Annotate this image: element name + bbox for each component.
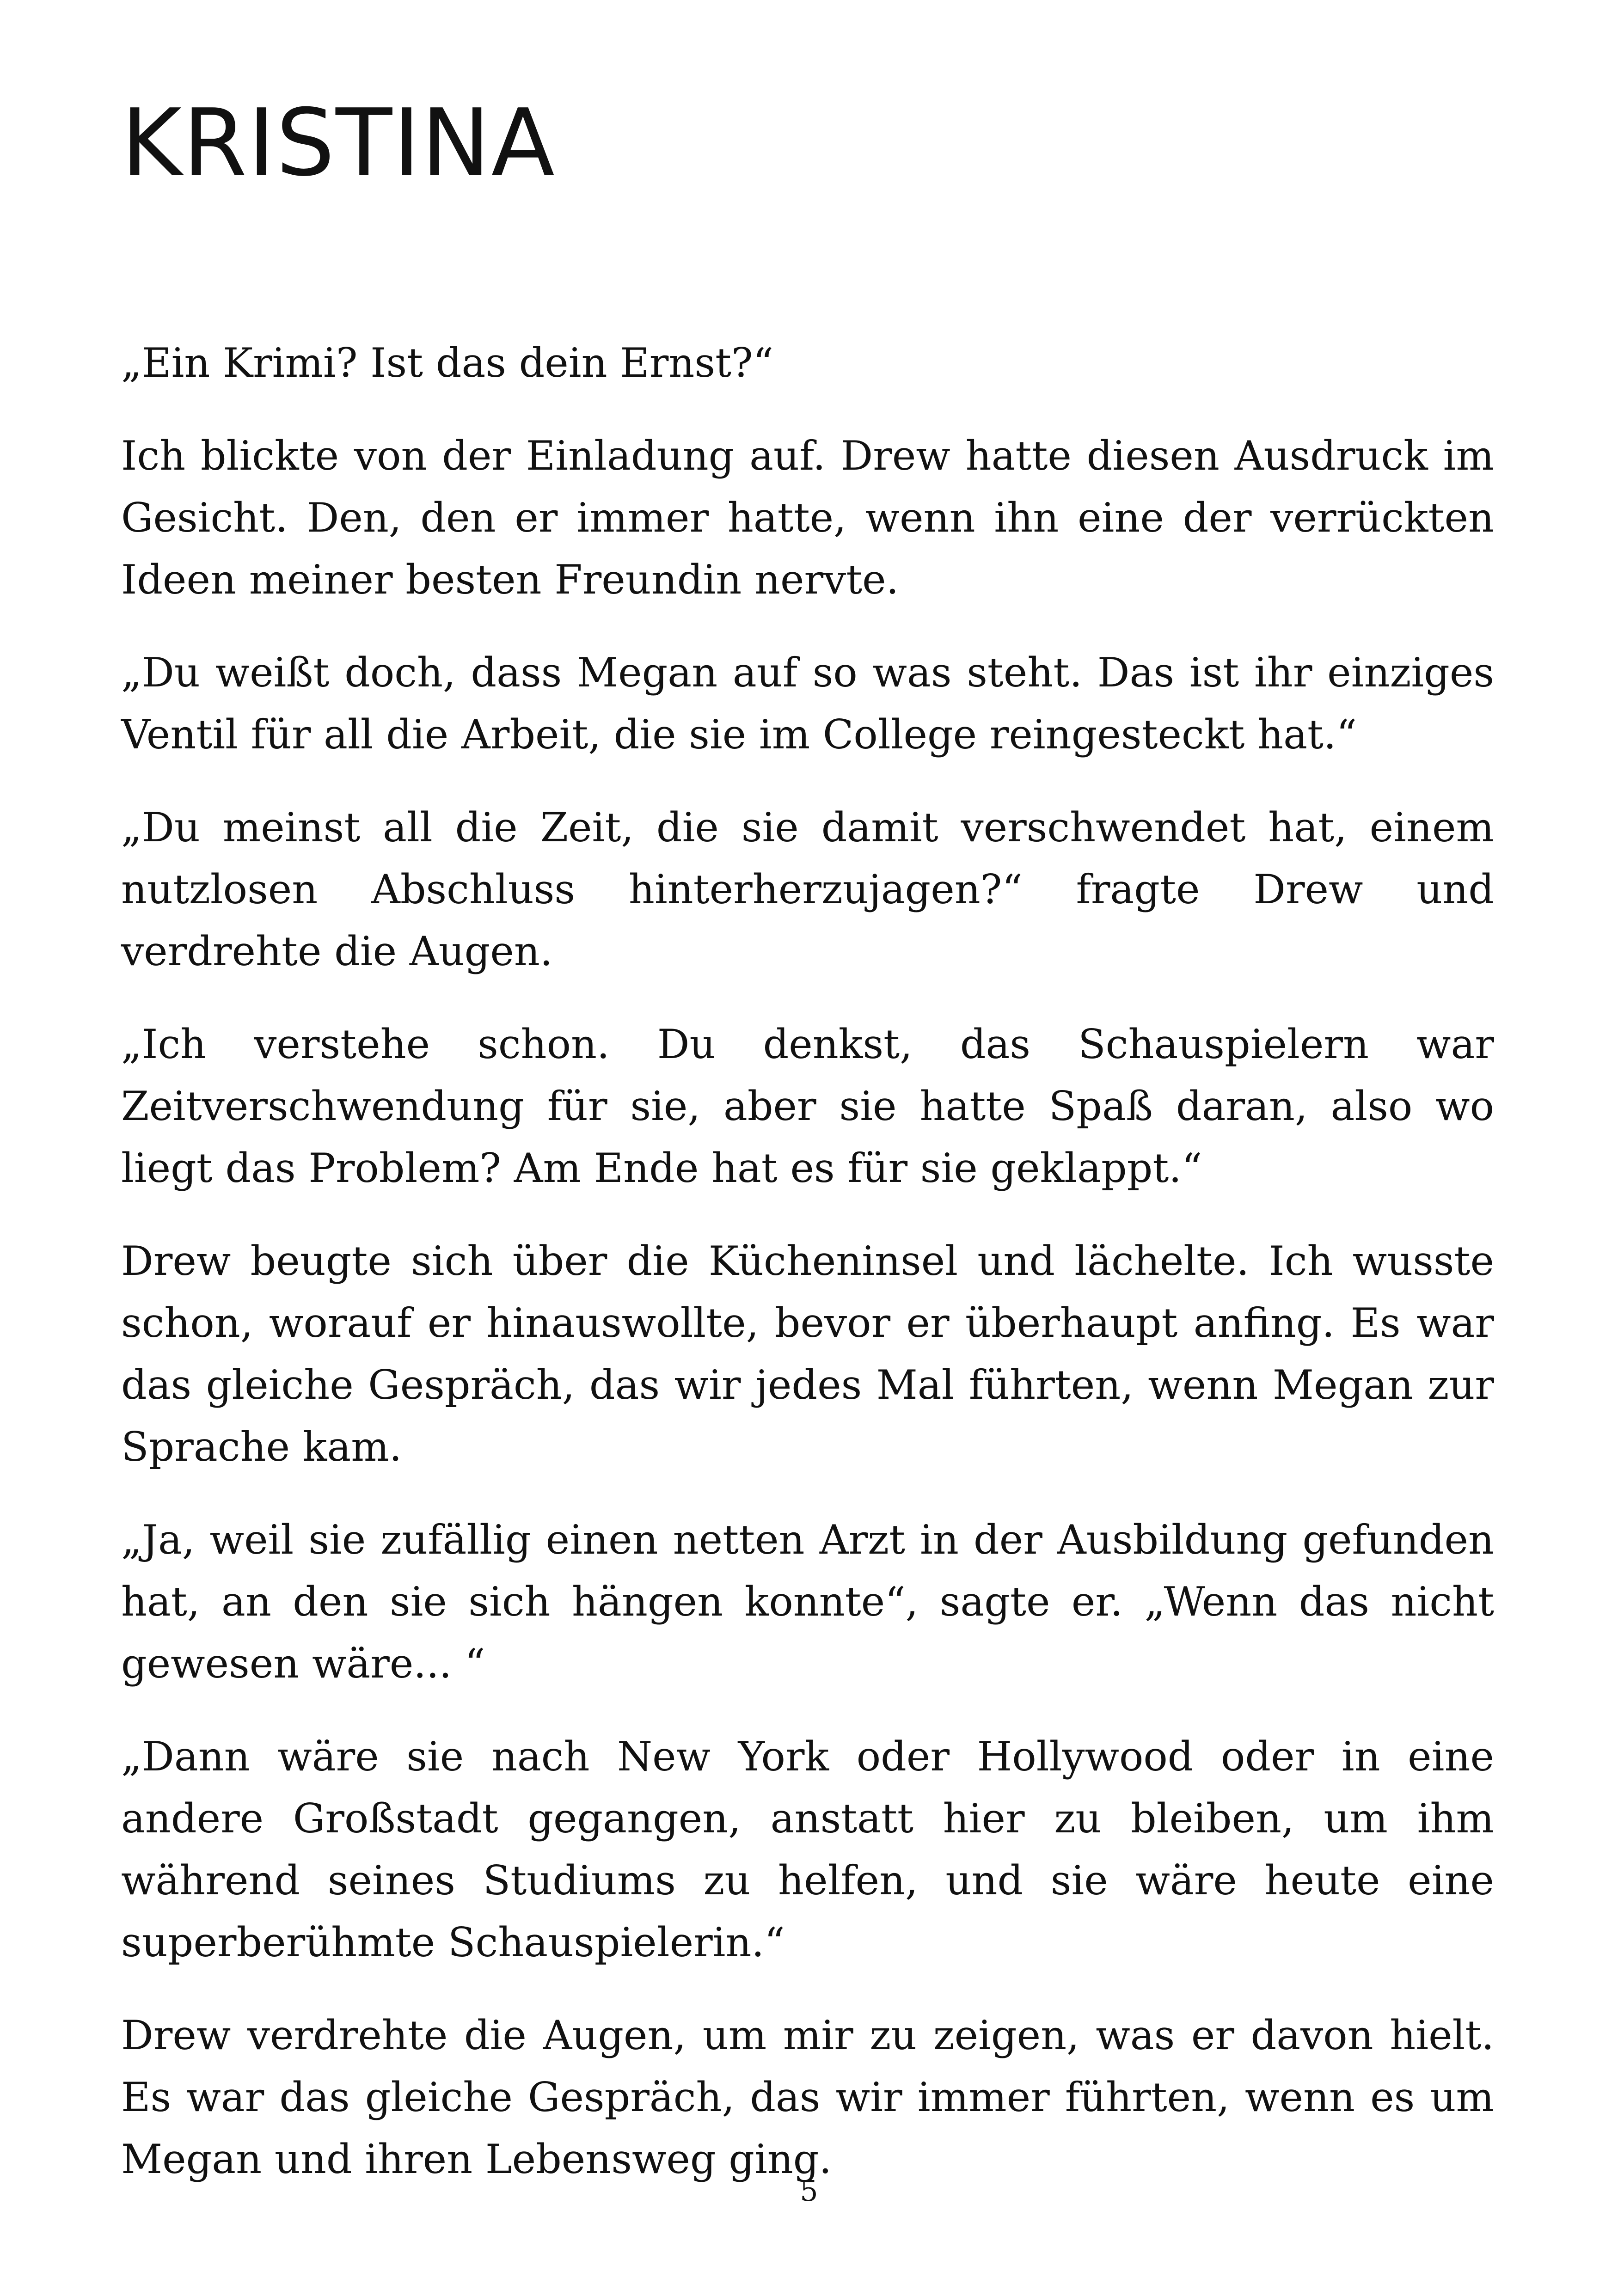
page-number: 5 [800, 2174, 818, 2208]
paragraph: Drew beugte sich über die Kücheninsel und lächelte. Ich wusste schon, worauf er hinauswollte, bevor er überhaupt anfing. Es war das gleiche Gespräch, das wir jedes Mal führten, wenn Megan zur Sprache kam. [121, 1237, 1494, 1470]
paragraph: „Ein Krimi? Ist das dein Ernst?“ [121, 339, 774, 386]
chapter-body [121, 332, 1494, 2221]
paragraph: „Du weißt doch, dass Megan auf so was steht. Das ist ihr einziges Ventil für all die Arbeit, die sie im College reingesteckt hat.“ [121, 649, 1494, 758]
paragraph: Drew verdrehte die Augen, um mir zu zeigen, was er davon hielt. Es war das gleiche Gespräch, das wir immer führten, wenn es um Megan und ihren Lebensweg ging. [121, 2012, 1494, 2183]
paragraph: „Du meinst all die Zeit, die sie damit verschwendet hat, einem nutzlosen Abschluss hinterherzujagen?“ fragte Drew und verdrehte die Augen. [121, 804, 1494, 975]
paragraph: „Ich verstehe schon. Du denkst, das Schauspielern war Zeitverschwendung für sie, aber sie hatte Spaß daran, also wo liegt das Problem? Am Ende hat es für sie geklappt.“ [121, 1021, 1494, 1192]
paragraph: Ich blickte von der Einladung auf. Drew hatte diesen Ausdruck im Gesicht. Den, den er immer hatte, wenn ihn eine der verrückten Ideen meiner besten Freundin nervte. [121, 432, 1494, 603]
paragraph: „Dann wäre sie nach New York oder Hollywood oder in eine andere Großstadt gegangen, anstatt hier zu bleiben, um ihm während seines Studiums zu helfen, und sie wäre heute eine superberühmte Schauspielerin.“ [121, 1733, 1494, 1966]
chapter-title: KRISTINA [121, 89, 556, 197]
paragraph: „Ja, weil sie zufällig einen netten Arzt in der Ausbildung gefunden hat, an den sie sich hängen konnte“, sagte er. „Wenn das nicht gewesen wäre... “ [121, 1516, 1494, 1687]
